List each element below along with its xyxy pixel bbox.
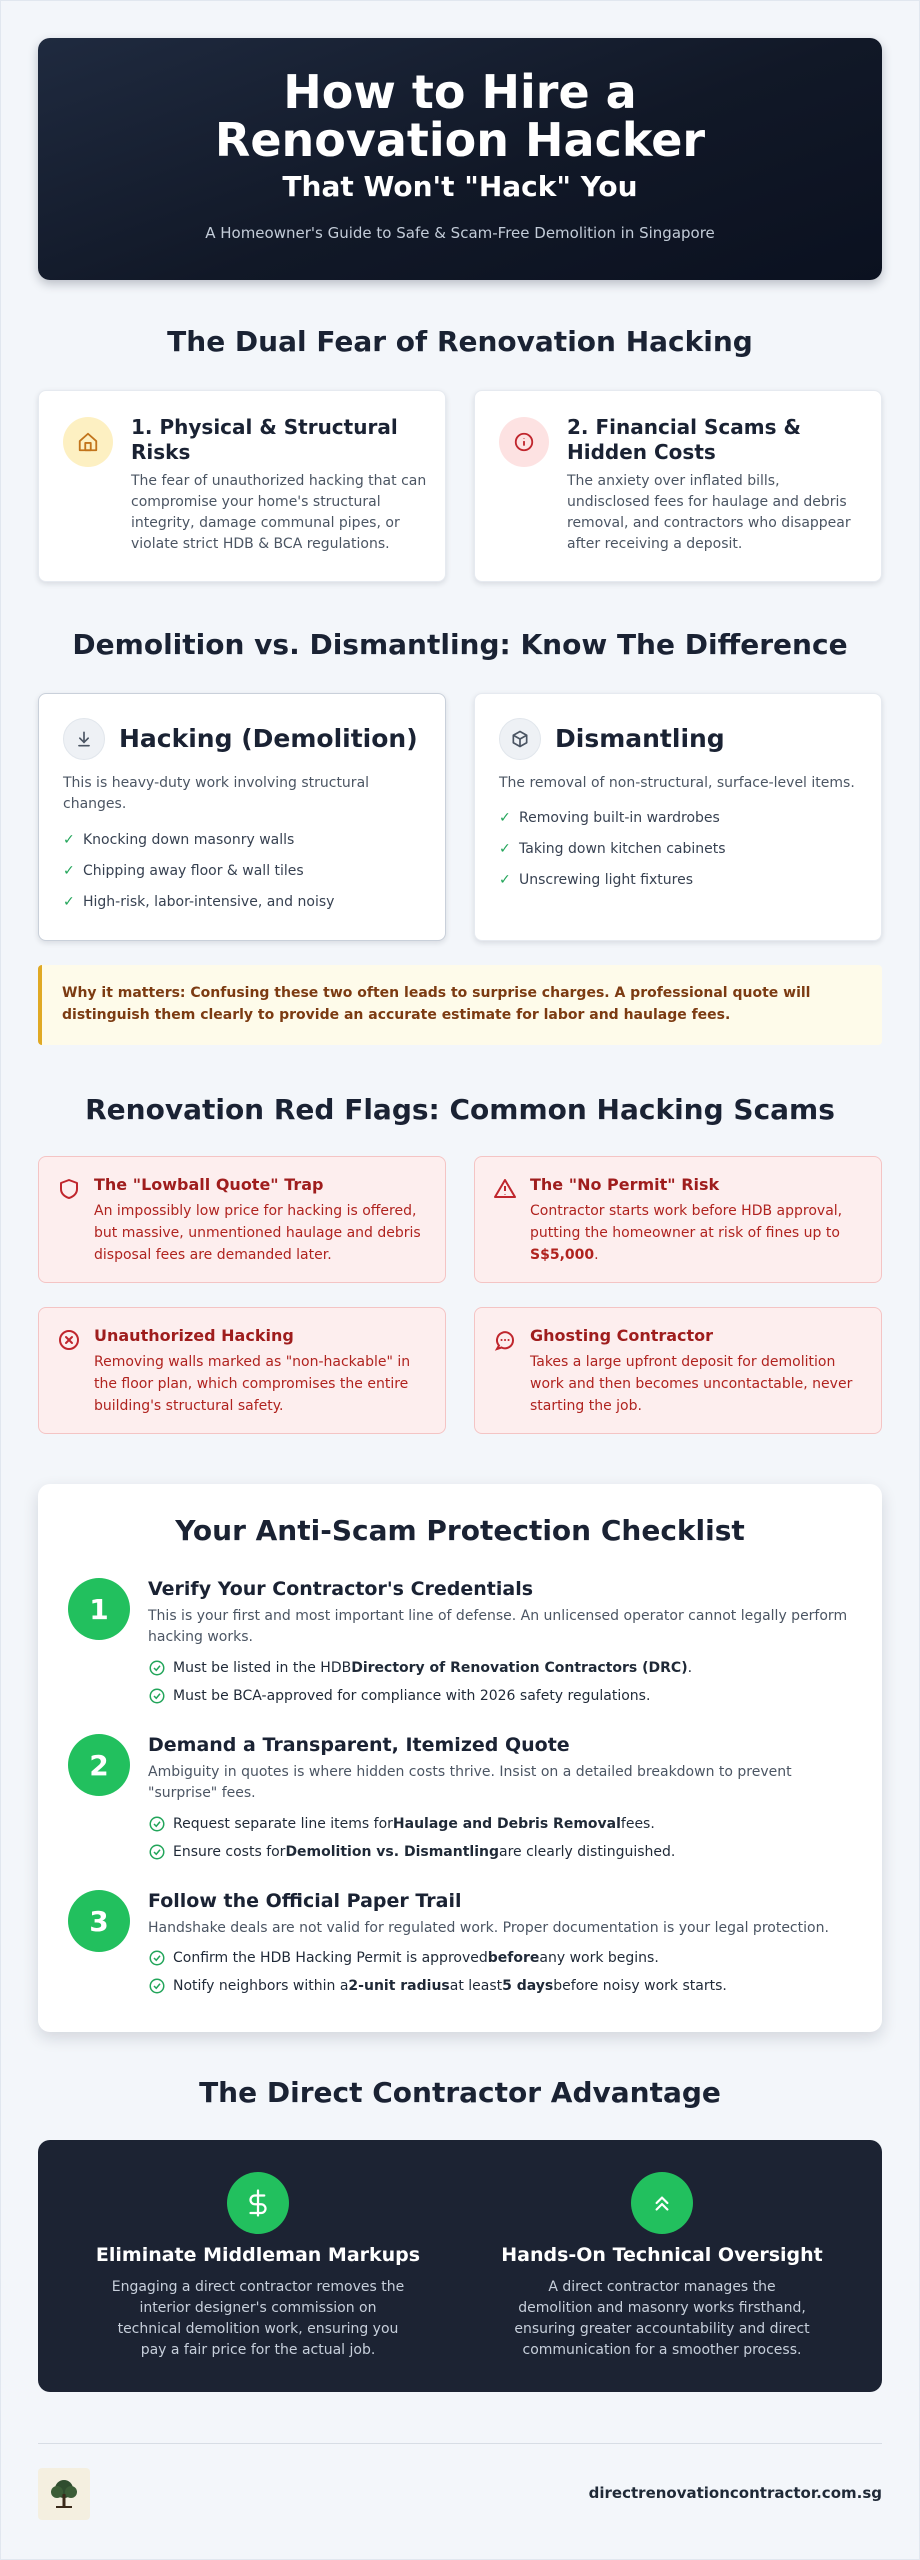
fears-title: The Dual Fear of Renovation Hacking (167, 325, 753, 358)
fear-card-title: 1. Physical & Structural Risks (131, 415, 398, 464)
check-icon: ✓ (63, 831, 75, 848)
step-text: Handshake deals are not valid for regulated work. Proper documentation is your legal protection. (148, 1920, 829, 1936)
x-circle-icon (57, 1328, 81, 1352)
flag-text: Takes a large upfront deposit for demolition work and then becomes uncontactable, never starting the job. (530, 1354, 853, 1414)
step-text: This is your first and most important line of defense. An unlicensed operator cannot legally perform hacking works. (148, 1608, 848, 1645)
check-icon: ✓ (63, 893, 75, 910)
warning-icon (493, 1177, 517, 1201)
advantage-item-title: Eliminate Middleman Markups (95, 2244, 421, 2266)
dismantling-card (474, 693, 882, 941)
step-item: Must be BCA-approved for compliance with 2026 safety regulations. (148, 1687, 650, 1705)
advantage-item-text: Engaging a direct contractor removes the interior designer's commission on technical demolition work, ensuring you pay a fair price for the actual job. (111, 2279, 405, 2358)
footer-divider (38, 2443, 882, 2444)
flag-card-lowball (38, 1156, 446, 1283)
hammer-down-icon (63, 718, 105, 760)
step-number: 2 (68, 1734, 130, 1796)
step-title: Demand a Transparent, Itemized Quote (148, 1734, 570, 1756)
hero-banner (38, 38, 882, 280)
list-item: ✓ Knocking down masonry walls (63, 831, 295, 848)
list-item: ✓ Chipping away floor & wall tiles (63, 862, 304, 879)
check-icon: ✓ (63, 862, 75, 879)
flag-text: Removing walls marked as "non-hackable" in the floor plan, which compromises the entire building's structural safety. (94, 1354, 411, 1414)
list-item: ✓ Removing built-in wardrobes (499, 809, 720, 826)
hacking-title: Hacking (Demolition) (119, 724, 418, 753)
flag-card-ghosting (474, 1307, 882, 1434)
check-circle-icon (148, 1659, 166, 1677)
hero-title: How to Hire a Renovation Hacker (214, 65, 706, 167)
fear-card-text: The anxiety over inflated bills, undisclosed fees for haulage and debris removal, and contractors who disappear after receiving a deposit. (567, 473, 851, 552)
hero-subtitle: That Won't "Hack" You (282, 170, 638, 203)
list-item: ✓ High-risk, labor-intensive, and noisy (63, 893, 335, 910)
advantage-title: The Direct Contractor Advantage (199, 2076, 721, 2109)
flag-text: An impossibly low price for hacking is offered, but massive, unmentioned haulage and debris disposal fees are demanded later. (94, 1203, 421, 1263)
step-title: Verify Your Contractor's Credentials (148, 1578, 534, 1600)
why-it-matters-callout: Why it matters: Confusing these two often leads to surprise charges. A professional quote will distinguish them clearly to provide an accurate estimate for labor and haulage fees. (38, 965, 882, 1045)
hacking-desc: This is heavy-duty work involving structural changes. (63, 775, 370, 812)
list-item: ✓ Unscrewing light fixtures (499, 871, 694, 888)
flag-card-no-permit (474, 1156, 882, 1283)
house-icon (63, 417, 113, 467)
shield-icon (57, 1177, 81, 1201)
advantage-panel (38, 2140, 882, 2392)
fear-card-financial (474, 390, 882, 582)
step-item: Ensure costs for Demolition vs. Dismantling are clearly distinguished. (148, 1843, 675, 1861)
step-text: Ambiguity in quotes is where hidden costs thrive. Insist on a detailed breakdown to prevent "surprise" fees. (148, 1764, 792, 1801)
check-circle-icon (148, 1815, 166, 1833)
checklist-card (38, 1484, 882, 2032)
dismantling-desc: The removal of non-structural, surface-level items. (499, 775, 855, 791)
flags-title: Renovation Red Flags: Common Hacking Scams (85, 1093, 835, 1126)
hacking-card (38, 693, 446, 941)
fine-amount: S$5,000 (530, 1247, 595, 1263)
step-number: 1 (68, 1578, 130, 1640)
check-circle-icon (148, 1843, 166, 1861)
fear-card-physical (38, 390, 446, 582)
advantage-item-title: Hands-On Technical Oversight (501, 2244, 823, 2266)
step-number: 3 (68, 1890, 130, 1952)
dollar-icon (227, 2172, 289, 2234)
check-circle-icon (148, 1949, 166, 1967)
check-icon: ✓ (499, 840, 511, 857)
tree-logo-icon (38, 2468, 90, 2520)
list-item: ✓ Taking down kitchen cabinets (499, 840, 726, 857)
dismantling-list (499, 802, 726, 895)
advantage-item-text: A direct contractor manages the demolition and masonry works firsthand, ensuring greater accountability and direct communication for a smoother process. (514, 2279, 810, 2358)
difference-title: Demolition vs. Dismantling: Know The Difference (72, 628, 848, 661)
flag-title: Ghosting Contractor (530, 1326, 714, 1345)
flag-card-unauthorized (38, 1307, 446, 1434)
hacking-list (63, 824, 334, 917)
chevrons-up-icon (631, 2172, 693, 2234)
website-url: directrenovationcontractor.com.sg (588, 2484, 882, 2502)
hero-tagline: A Homeowner's Guide to Safe & Scam-Free Demolition in Singapore (205, 224, 715, 242)
step-item: Notify neighbors within a 2-unit radius at least 5 days before noisy work starts. (148, 1977, 727, 1995)
flag-title: The "No Permit" Risk (530, 1175, 720, 1194)
info-icon (499, 417, 549, 467)
check-icon: ✓ (499, 871, 511, 888)
check-circle-icon (148, 1977, 166, 1995)
step-item: Confirm the HDB Hacking Permit is approved before any work begins. (148, 1949, 659, 1967)
dismantling-title: Dismantling (555, 724, 725, 753)
step-item: Must be listed in the HDB Directory of Renovation Contractors (DRC) . (148, 1659, 692, 1677)
check-icon: ✓ (499, 809, 511, 826)
check-circle-icon (148, 1687, 166, 1705)
flag-title: Unauthorized Hacking (94, 1326, 294, 1345)
box-icon (499, 718, 541, 760)
fear-card-title: 2. Financial Scams & Hidden Costs (567, 415, 801, 464)
chat-bubble-icon (493, 1328, 517, 1352)
step-title: Follow the Official Paper Trail (148, 1890, 462, 1912)
flag-text: Contractor starts work before HDB approval, putting the homeowner at risk of fines up to S$5,000. (530, 1203, 843, 1263)
checklist-title: Your Anti-Scam Protection Checklist (175, 1514, 745, 1547)
fear-card-text: The fear of unauthorized hacking that can compromise your home's structural integrity, damage communal pipes, or violate strict HDB & BCA regulations. (131, 473, 427, 552)
flag-title: The "Lowball Quote" Trap (94, 1175, 324, 1194)
step-item: Request separate line items for Haulage and Debris Removal fees. (148, 1815, 655, 1833)
